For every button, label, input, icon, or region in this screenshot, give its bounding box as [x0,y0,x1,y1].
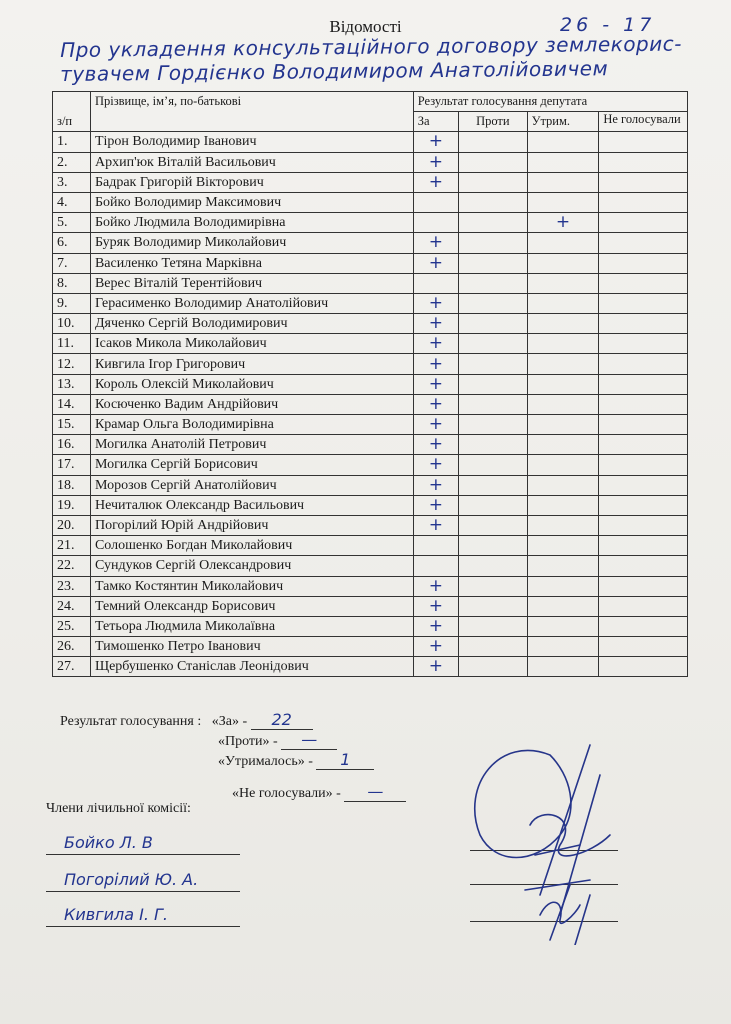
vote-proty-mark [459,354,528,374]
vote-ne-mark [599,556,688,576]
table-row [53,596,688,616]
row-number: 24. [53,596,91,616]
vote-za-mark [413,556,458,576]
row-number: 11. [53,334,91,354]
vote-ne-mark [599,515,688,535]
vote-utrym-mark [527,273,599,293]
vote-ne-mark [599,273,688,293]
vote-utrym-mark [527,172,599,192]
voting-table [52,91,688,677]
vote-utrym-mark [527,354,599,374]
row-number: 13. [53,374,91,394]
deputy-name: Тамко Костянтин Миколайович [90,576,413,596]
vote-ne-mark [599,616,688,636]
vote-ne-mark [599,253,688,273]
vote-proty-mark [459,253,528,273]
vote-utrym-mark [527,556,599,576]
vote-za-mark: + [413,637,458,657]
vote-za-mark: + [413,293,458,313]
vote-proty-mark [459,273,528,293]
row-number: 2. [53,152,91,172]
commission-title: Члени лічильної комісії: [46,801,191,816]
vote-proty-mark [459,293,528,313]
table-row [53,172,688,192]
row-number: 26. [53,637,91,657]
vote-utrym-mark [527,394,599,414]
deputy-name: Крамар Ольга Володимирівна [90,415,413,435]
table-row [53,152,688,172]
deputy-name: Герасименко Володимир Анатолійович [90,293,413,313]
vote-utrym-mark [527,596,599,616]
deputy-name: Бойко Людмила Володимирівна [90,213,413,233]
document-title: Відомості [329,17,402,36]
vote-za-mark: + [413,314,458,334]
vote-proty-mark [459,132,528,152]
vote-za-mark: + [413,132,458,152]
row-number: 18. [53,475,91,495]
vote-za-mark: + [413,657,458,677]
table-row [53,354,688,374]
row-number: 4. [53,192,91,212]
row-number: 7. [53,253,91,273]
vote-ne-mark [599,374,688,394]
ne-value: — [344,782,406,802]
handwritten-subject-line-1: Про укладення консультаційного договору землекорис- [60,31,683,62]
vote-utrym-mark [527,637,599,657]
vote-ne-mark [599,657,688,677]
vote-ne-mark [599,596,688,616]
table-row [53,132,688,152]
vote-proty-mark [459,596,528,616]
handwritten-decision-number: 26 - 17 [560,14,656,36]
table-row [53,536,688,556]
vote-ne-mark [599,192,688,212]
vote-proty-mark [459,213,528,233]
header-proty: Проти [459,112,528,132]
header-ne-holosuvaly: Не голосували [599,112,688,132]
deputy-name: Могилка Анатолій Петрович [90,435,413,455]
utrym-label: «Утрималось» - [218,754,313,769]
vote-proty-mark [459,637,528,657]
handwritten-signature-drawing [440,715,640,945]
handwritten-subject-line-2: тувачем Гордієнко Володимиром Анатолійовичем [60,56,609,86]
deputy-name: Кивгила Ігор Григорович [90,354,413,374]
row-number: 16. [53,435,91,455]
deputy-name: Верес Віталій Терентійович [90,273,413,293]
vote-ne-mark [599,233,688,253]
commission-member-3: Кивгила І. Г. [46,904,240,927]
table-row [53,374,688,394]
header-vote-result: Результат голосування депутата [413,92,687,112]
vote-proty-mark [459,495,528,515]
deputy-name: Буряк Володимир Миколайович [90,233,413,253]
vote-proty-mark [459,576,528,596]
vote-utrym-mark [527,192,599,212]
vote-ne-mark [599,293,688,313]
vote-ne-mark [599,354,688,374]
results-label: Результат голосування : [60,714,202,729]
utrym-value: 1 [316,750,374,770]
deputy-name: Сундуков Сергій Олександрович [90,556,413,576]
table-row [53,334,688,354]
vote-za-mark: + [413,455,458,475]
row-number: 3. [53,172,91,192]
deputy-name: Король Олексій Миколайович [90,374,413,394]
vote-utrym-mark [527,455,599,475]
vote-proty-mark [459,233,528,253]
vote-ne-mark [599,637,688,657]
deputy-name: Тимошенко Петро Іванович [90,637,413,657]
deputy-name: Бойко Володимир Максимович [90,192,413,212]
vote-utrym-mark [527,314,599,334]
deputy-name: Погорілий Юрій Андрійович [90,515,413,535]
vote-ne-mark [599,334,688,354]
za-label: «За» - [211,714,248,729]
proty-value: — [281,730,337,750]
header-utrym: Утрим. [527,112,599,132]
table-row [53,495,688,515]
vote-utrym-mark [527,515,599,535]
vote-utrym-mark [527,576,599,596]
table-row [53,273,688,293]
vote-ne-mark [599,536,688,556]
row-number: 19. [53,495,91,515]
vote-proty-mark [459,394,528,414]
vote-proty-mark [459,415,528,435]
table-row [53,657,688,677]
table-row [53,515,688,535]
vote-za-mark [413,192,458,212]
table-row [53,556,688,576]
vote-za-mark: + [413,334,458,354]
vote-za-mark [413,273,458,293]
vote-utrym-mark [527,152,599,172]
vote-za-mark: + [413,354,458,374]
vote-za-mark: + [413,415,458,435]
table-row [53,616,688,636]
deputy-name: Солошенко Богдан Миколайович [90,536,413,556]
row-number: 10. [53,314,91,334]
za-value: 22 [251,710,313,730]
table-row [53,293,688,313]
vote-za-mark [413,536,458,556]
vote-ne-mark [599,394,688,414]
deputy-name: Архип'юк Віталій Васильович [90,152,413,172]
header-za: За [413,112,458,132]
vote-ne-mark [599,152,688,172]
commission-member-1: Бойко Л. В [46,832,240,855]
vote-za-mark: + [413,576,458,596]
table-row [53,637,688,657]
vote-utrym-mark [527,616,599,636]
vote-proty-mark [459,192,528,212]
vote-ne-mark [599,475,688,495]
vote-utrym-mark [527,374,599,394]
vote-proty-mark [459,435,528,455]
header-name: Прізвище, ім’я, по-батькові [90,92,413,132]
deputy-name: Ісаков Микола Миколайович [90,334,413,354]
table-row [53,415,688,435]
header-number: з/п [53,92,91,132]
table-row [53,394,688,414]
vote-za-mark: + [413,616,458,636]
row-number: 12. [53,354,91,374]
vote-ne-mark [599,314,688,334]
vote-ne-mark [599,213,688,233]
deputy-name: Дяченко Сергій Володимирович [90,314,413,334]
vote-proty-mark [459,475,528,495]
vote-za-mark [413,213,458,233]
table-row [53,192,688,212]
row-number: 22. [53,556,91,576]
vote-utrym-mark [527,233,599,253]
vote-proty-mark [459,172,528,192]
vote-ne-mark [599,435,688,455]
vote-za-mark: + [413,495,458,515]
vote-proty-mark [459,657,528,677]
deputy-name: Могилка Сергій Борисович [90,455,413,475]
vote-utrym-mark [527,657,599,677]
vote-utrym-mark [527,536,599,556]
vote-za-mark: + [413,152,458,172]
ne-label: «Не голосували» - [232,786,341,801]
vote-za-mark: + [413,172,458,192]
vote-proty-mark [459,152,528,172]
table-row [53,455,688,475]
row-number: 20. [53,515,91,535]
deputy-name: Щербушенко Станіслав Леонідович [90,657,413,677]
vote-za-mark: + [413,253,458,273]
vote-utrym-mark [527,253,599,273]
vote-ne-mark [599,495,688,515]
row-number: 14. [53,394,91,414]
vote-ne-mark [599,415,688,435]
vote-za-mark: + [413,233,458,253]
deputy-name: Морозов Сергій Анатолійович [90,475,413,495]
vote-utrym-mark [527,435,599,455]
vote-za-mark: + [413,374,458,394]
vote-utrym-mark [527,334,599,354]
row-number: 1. [53,132,91,152]
table-row [53,233,688,253]
row-number: 8. [53,273,91,293]
vote-ne-mark [599,576,688,596]
deputy-name: Василенко Тетяна Марківна [90,253,413,273]
vote-proty-mark [459,374,528,394]
vote-za-mark: + [413,394,458,414]
row-number: 17. [53,455,91,475]
vote-proty-mark [459,314,528,334]
row-number: 6. [53,233,91,253]
table-row [53,213,688,233]
row-number: 9. [53,293,91,313]
row-number: 23. [53,576,91,596]
vote-utrym-mark [527,132,599,152]
table-row [53,576,688,596]
row-number: 27. [53,657,91,677]
vote-za-mark: + [413,475,458,495]
vote-proty-mark [459,616,528,636]
deputy-name: Тетьора Людмила Миколаївна [90,616,413,636]
vote-utrym-mark [527,293,599,313]
vote-za-mark: + [413,435,458,455]
vote-proty-mark [459,556,528,576]
vote-ne-mark [599,455,688,475]
vote-proty-mark [459,334,528,354]
table-row [53,253,688,273]
vote-za-mark: + [413,596,458,616]
row-number: 25. [53,616,91,636]
vote-utrym-mark [527,415,599,435]
deputy-name: Бадрак Григорій Вікторович [90,172,413,192]
vote-ne-mark [599,132,688,152]
table-row [53,314,688,334]
vote-ne-mark [599,172,688,192]
proty-label: «Проти» - [218,734,278,749]
vote-utrym-mark [527,475,599,495]
vote-proty-mark [459,455,528,475]
deputy-name: Темний Олександр Борисович [90,596,413,616]
vote-za-mark: + [413,515,458,535]
row-number: 21. [53,536,91,556]
row-number: 5. [53,213,91,233]
vote-proty-mark [459,515,528,535]
vote-utrym-mark: + [527,213,599,233]
table-row [53,435,688,455]
voting-table-body [53,132,688,677]
deputy-name: Косюченко Вадим Андрійович [90,394,413,414]
row-number: 15. [53,415,91,435]
commission-member-2: Погорілий Ю. А. [46,869,240,892]
vote-utrym-mark [527,495,599,515]
table-row [53,475,688,495]
deputy-name: Нечиталюк Олександр Васильович [90,495,413,515]
vote-proty-mark [459,536,528,556]
deputy-name: Тірон Володимир Іванович [90,132,413,152]
